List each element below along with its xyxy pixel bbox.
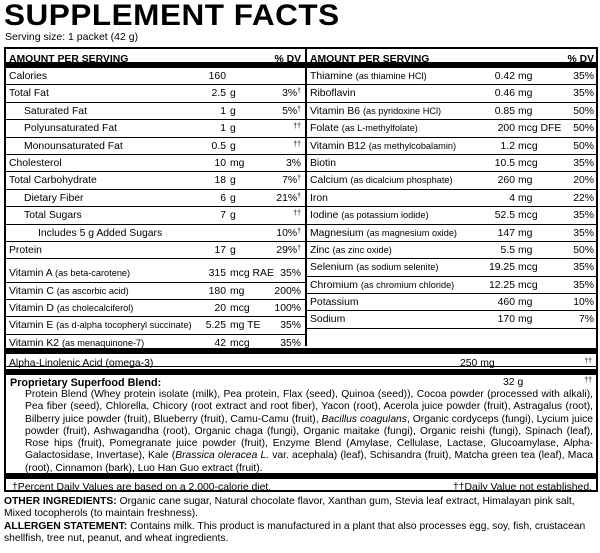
nutrient-name: Saturated Fat bbox=[24, 105, 87, 117]
nutrient-row bbox=[307, 103, 598, 120]
nutrient-amount: 170 bbox=[497, 314, 515, 326]
nutrient-note: (as thiamine HCl) bbox=[355, 71, 427, 81]
nutrient-unit: mg bbox=[518, 71, 533, 82]
nutrient-unit: g bbox=[230, 175, 236, 187]
nutrient-row bbox=[6, 68, 305, 85]
nutrient-amount: 5.25 bbox=[205, 320, 226, 332]
nutrient-row bbox=[307, 294, 598, 311]
nutrient-note: (as L-methylfolate) bbox=[341, 123, 418, 134]
nutrient-row bbox=[307, 259, 598, 276]
nutrient-row bbox=[307, 207, 598, 224]
nutrient-dv: 35% bbox=[573, 157, 594, 169]
nutrient-dv: 35% bbox=[573, 227, 594, 239]
nutrient-row bbox=[307, 85, 598, 102]
facts-panel bbox=[4, 47, 598, 492]
nutrient-row bbox=[307, 311, 598, 328]
allergen-statement bbox=[4, 521, 598, 546]
nutrient-name: Thiamine (as thiamine HCl) bbox=[310, 71, 427, 82]
nutrient-dv: 29%† bbox=[276, 244, 301, 256]
nutrient-note: (as d-alpha tocopheryl succinate) bbox=[56, 320, 192, 331]
nutrient-unit: mg bbox=[230, 285, 245, 297]
nutrient-name: Selenium (as sodium selenite) bbox=[310, 262, 439, 274]
nutrient-row bbox=[307, 225, 598, 242]
nutrient-amount: 160 bbox=[208, 71, 226, 82]
nutrient-amount: 1.2 bbox=[500, 140, 515, 152]
nutrient-dv: 3% bbox=[285, 157, 301, 169]
nutrient-dv: 20% bbox=[573, 175, 594, 187]
nutrient-amount: 315 bbox=[208, 268, 226, 280]
right-header-dv: % DV bbox=[567, 54, 594, 65]
nutrient-row bbox=[307, 120, 598, 137]
nutrient-amount: 10 bbox=[214, 157, 226, 169]
dv-dagger: † bbox=[297, 105, 301, 113]
nutrient-dv: 35% bbox=[280, 268, 301, 280]
allergen-text: Contains milk. This product is manufactured in a plant that also processes egg, soy, fish, crustacean shellfish, tree nut, peanut, and wheat ingredients. bbox=[4, 520, 586, 545]
nutrient-amount: 147 bbox=[497, 227, 515, 239]
nutrient-row bbox=[6, 242, 305, 259]
nutrient-name: Cholesterol bbox=[9, 157, 62, 169]
nutrient-dv: 3%† bbox=[282, 88, 301, 100]
nutrient-dv bbox=[293, 141, 301, 152]
nutrient-name: Polyunsaturated Fat bbox=[24, 123, 117, 135]
nutrient-dv: 200% bbox=[274, 285, 301, 297]
other-ingredients-text: Organic cane sugar, Natural chocolate flavor, Xanthan gum, Stevia leaf extract, Himalayan pink salt, Mixed tocopherols (to maintain freshness). bbox=[4, 496, 575, 520]
nutrient-name: Vitamin E (as d-alpha tocopheryl succinate) bbox=[9, 320, 192, 332]
nutrient-unit: g bbox=[230, 192, 236, 204]
nutrient-row bbox=[6, 85, 305, 102]
nutrient-dv: 7%† bbox=[282, 175, 301, 187]
nutrient-note: (as chromium chloride) bbox=[360, 279, 455, 290]
botanical-name: Brassica oleracea L. bbox=[175, 450, 270, 462]
nutrient-amount: 5.5 bbox=[500, 244, 515, 256]
nutrient-amount: 18 bbox=[214, 175, 226, 187]
nutrient-note: (as ascorbic acid) bbox=[56, 285, 129, 296]
nutrient-dv: 100% bbox=[274, 303, 301, 315]
nutrient-name: Calories bbox=[9, 71, 48, 82]
nutrient-dv: 35% bbox=[573, 279, 594, 291]
nutrient-amount: 0.42 bbox=[494, 71, 515, 82]
dv-dagger: † bbox=[297, 88, 301, 96]
nutrient-amount: 7 bbox=[220, 210, 226, 222]
nutrient-dv: 35% bbox=[573, 262, 594, 274]
nutrient-note: (as potassium iodide) bbox=[341, 210, 429, 221]
nutrient-row bbox=[6, 120, 305, 137]
alpha-dv: †† bbox=[584, 358, 592, 365]
nutrient-dv: 10%† bbox=[276, 227, 301, 239]
nutrient-amount: 1 bbox=[220, 105, 226, 117]
nutrient-note: (as beta-carotene) bbox=[55, 268, 131, 279]
nutrient-name: Monounsaturated Fat bbox=[24, 140, 123, 152]
nutrient-name: Vitamin B12 (as methylcobalamin) bbox=[310, 140, 457, 152]
blend-head bbox=[9, 377, 593, 389]
nutrient-note: (as magnesium oxide) bbox=[366, 227, 457, 238]
nutrient-unit: mcg bbox=[230, 337, 250, 349]
nutrient-amount: 0.46 bbox=[494, 88, 515, 100]
nutrient-name: Folate (as L-methylfolate) bbox=[310, 123, 418, 135]
nutrient-unit: mcg DFE bbox=[518, 123, 562, 135]
nutrient-unit: mcg bbox=[518, 262, 538, 274]
nutrient-unit: g bbox=[230, 105, 236, 117]
nutrient-row bbox=[307, 277, 598, 294]
serving-size: Serving size: 1 packet (42 g) bbox=[5, 31, 139, 43]
nutrient-unit: mcg bbox=[518, 157, 538, 169]
nutrient-row bbox=[6, 265, 305, 282]
proprietary-blend bbox=[6, 369, 596, 475]
nutrient-dv: 35% bbox=[573, 210, 594, 222]
nutrient-name: Vitamin C (as ascorbic acid) bbox=[9, 285, 129, 297]
nutrient-name: Vitamin D (as cholecalciferol) bbox=[9, 303, 134, 315]
nutrient-unit: mg bbox=[518, 192, 533, 204]
nutrient-unit: mcg bbox=[518, 140, 538, 152]
nutrient-note: (as methylcobalamin) bbox=[368, 140, 457, 151]
nutrient-amount: 17 bbox=[214, 244, 226, 256]
nutrient-note: (as pyridoxine HCl) bbox=[362, 105, 442, 116]
nutrient-amount: 19.25 bbox=[488, 262, 515, 274]
nutrient-row bbox=[307, 138, 598, 155]
label-title: SUPPLEMENT FACTS bbox=[4, 0, 340, 32]
nutrient-unit: mcg RAE bbox=[230, 268, 274, 280]
footnote-not-established: ††Daily Value not established. bbox=[452, 482, 592, 493]
nutrient-amount: 20 bbox=[214, 303, 226, 315]
nutrient-amount: 0.85 bbox=[494, 105, 515, 117]
nutrient-dv: 50% bbox=[573, 105, 594, 117]
nutrient-row bbox=[6, 283, 305, 300]
blend-dv: †† bbox=[584, 377, 592, 384]
left-header-dv: % DV bbox=[274, 54, 301, 65]
other-ingredients bbox=[4, 496, 598, 521]
nutrient-dv: 10% bbox=[573, 297, 594, 309]
blend-amount: 32 g bbox=[503, 377, 524, 388]
nutrient-row bbox=[6, 172, 305, 189]
nutrient-amount: 52.5 bbox=[494, 210, 515, 222]
nutrient-row bbox=[6, 207, 305, 224]
nutrient-unit: mg bbox=[518, 297, 533, 309]
footnotes bbox=[6, 473, 596, 494]
nutrient-name: Biotin bbox=[310, 157, 336, 169]
nutrient-name: Protein bbox=[9, 244, 42, 256]
nutrient-row bbox=[6, 225, 305, 242]
nutrient-row bbox=[307, 68, 598, 85]
nutrient-name: Iodine (as potassium iodide) bbox=[310, 210, 429, 222]
nutrient-dv: 7% bbox=[578, 314, 594, 326]
nutrient-name: Vitamin K2 (as menaquinone-7) bbox=[9, 337, 145, 349]
nutrient-name: Calcium (as dicalcium phosphate) bbox=[310, 175, 453, 187]
nutrient-dv: 50% bbox=[573, 140, 594, 152]
nutrient-name: Zinc (as zinc oxide) bbox=[310, 244, 392, 256]
nutrient-unit: mg bbox=[518, 227, 533, 239]
nutrient-dv: 35% bbox=[573, 71, 594, 82]
right-rows bbox=[307, 68, 598, 329]
right-column bbox=[307, 49, 598, 329]
dv-dagger: †† bbox=[293, 210, 301, 218]
nutrient-note: (as zinc oxide) bbox=[332, 244, 392, 255]
nutrient-row bbox=[307, 155, 598, 172]
left-header-amount: AMOUNT PER SERVING bbox=[9, 54, 129, 65]
nutrient-name: Potassium bbox=[310, 297, 359, 309]
left-header bbox=[6, 49, 305, 68]
botanical-name: Bacillus coagulans bbox=[321, 413, 407, 425]
nutrient-unit: g bbox=[230, 244, 236, 256]
dv-dagger: † bbox=[297, 192, 301, 200]
nutrient-name: Sodium bbox=[310, 314, 346, 326]
nutrient-row bbox=[307, 172, 598, 189]
footnote-dv: †Percent Daily Values are based on a 2,000-calorie diet. bbox=[12, 482, 272, 493]
nutrient-unit: mg bbox=[518, 105, 533, 117]
nutrient-amount: 460 bbox=[497, 297, 515, 309]
nutrient-row bbox=[6, 103, 305, 120]
nutrient-dv: 35% bbox=[573, 88, 594, 100]
alpha-amount: 250 mg bbox=[460, 358, 495, 369]
nutrient-dv bbox=[293, 123, 301, 134]
nutrient-amount: 0.5 bbox=[211, 140, 226, 152]
nutrient-unit: g bbox=[230, 123, 236, 135]
nutrient-amount: 6 bbox=[220, 192, 226, 204]
nutrient-amount: 4 bbox=[509, 192, 515, 204]
right-header-amount: AMOUNT PER SERVING bbox=[310, 54, 430, 65]
nutrient-row bbox=[6, 317, 305, 334]
dv-dagger: † bbox=[297, 175, 301, 183]
nutrient-unit: mg TE bbox=[230, 320, 261, 332]
nutrient-dv: 35% bbox=[280, 320, 301, 332]
nutrient-note: (as sodium selenite) bbox=[356, 262, 439, 273]
nutrient-dv: 50% bbox=[573, 123, 594, 135]
nutrient-row bbox=[6, 155, 305, 172]
right-header bbox=[307, 49, 598, 68]
nutrient-dv: 5%† bbox=[282, 105, 301, 117]
blend-title: Proprietary Superfood Blend: bbox=[10, 377, 162, 389]
nutrient-amount: 42 bbox=[214, 337, 226, 349]
nutrient-dv: 50% bbox=[573, 244, 594, 256]
ingredients-section bbox=[4, 496, 598, 546]
nutrient-note: (as menaquinone-7) bbox=[61, 337, 145, 348]
alpha-linolenic-row bbox=[6, 348, 596, 367]
left-rows bbox=[6, 68, 305, 352]
nutrient-dv bbox=[293, 210, 301, 221]
dv-dagger: †† bbox=[293, 140, 301, 148]
nutrient-amount: 200 bbox=[497, 123, 515, 135]
nutrient-name: Includes 5 g Added Sugars bbox=[38, 227, 163, 239]
nutrient-unit: mg bbox=[518, 175, 533, 187]
nutrient-name: Dietary Fiber bbox=[24, 192, 84, 204]
nutrient-unit: mg bbox=[518, 244, 533, 256]
nutrient-amount: 10.5 bbox=[494, 157, 515, 169]
nutrient-dv: 22% bbox=[573, 192, 594, 204]
nutrient-name: Chromium (as chromium chloride) bbox=[310, 279, 455, 291]
nutrient-unit: mcg bbox=[230, 303, 250, 315]
nutrient-unit: mcg bbox=[518, 210, 538, 222]
nutrient-name: Vitamin B6 (as pyridoxine HCl) bbox=[310, 105, 442, 117]
nutrient-dv: 35% bbox=[280, 337, 301, 349]
nutrient-name: Total Carbohydrate bbox=[9, 175, 97, 187]
nutrient-amount: 12.25 bbox=[488, 279, 515, 291]
nutrient-unit: g bbox=[230, 88, 236, 100]
nutrient-row bbox=[6, 300, 305, 317]
nutrient-amount: 1 bbox=[220, 123, 226, 135]
nutrient-dv: 21%† bbox=[276, 192, 301, 204]
nutrient-name: Iron bbox=[310, 192, 328, 204]
nutrient-amount: 260 bbox=[497, 175, 515, 187]
nutrient-unit: g bbox=[230, 140, 236, 152]
nutrient-note: (as dicalcium phosphate) bbox=[350, 175, 453, 186]
nutrient-unit: mg bbox=[230, 157, 245, 169]
nutrient-amount: 2.5 bbox=[211, 88, 226, 100]
nutrient-row bbox=[6, 138, 305, 155]
blend-ingredients: Protein Blend (Whey protein isolate (milk), Pea protein, Flax (seed), Quinoa (seed)), Cocoa powder (processed with alkali), Pea fiber (seed), Chlorella, Chicory (root extract and root fiber), Yacon (root), Acerola juice powder (fruit), Astragalus (root), Bilberry juice powder (fruit), Blueberry (fruit), Camu-Camu (fruit), Bacillus coagulans, Organic cordyceps (fungi), Lycium juice powder (fruit), Ashwagandha (root), Organic chaga (fungi), Organic maitake (fungi), Organic reishi (fungi), Spinach (leaf), Rose hips (fruit), Pomegranate juice powder (fruit), Enzyme Blend (Amylase, Cellulase, Lactase, Glucoamylase, Alpha-Galactosidase, Invertase), Kale (Brassica oleracea L. var. acephala) (leaf), Schisandra (fruit), Matcha green tea (leaf), Maca (root), Cinnamon (bark), Luo Han Guo extract (fruit). bbox=[25, 389, 593, 474]
nutrient-unit: mcg bbox=[518, 279, 538, 291]
other-ingredients-label: OTHER INGREDIENTS: bbox=[4, 496, 117, 507]
nutrient-amount: 180 bbox=[208, 285, 226, 297]
nutrient-name: Total Fat bbox=[9, 88, 49, 100]
nutrient-name: Total Sugars bbox=[24, 210, 82, 222]
nutrient-row bbox=[6, 190, 305, 207]
nutrient-name: Riboflavin bbox=[310, 88, 356, 100]
nutrient-row bbox=[307, 242, 598, 259]
alpha-name: Alpha-Linolenic Acid (omega-3) bbox=[9, 358, 154, 369]
nutrient-unit: mg bbox=[518, 314, 533, 326]
left-column bbox=[6, 49, 305, 352]
nutrient-name: Vitamin A (as beta-carotene) bbox=[9, 268, 131, 280]
nutrient-row bbox=[307, 190, 598, 207]
dv-dagger: † bbox=[297, 227, 301, 235]
nutrient-note: (as cholecalciferol) bbox=[56, 303, 134, 314]
allergen-label: ALLERGEN STATEMENT: bbox=[4, 520, 128, 532]
nutrient-name: Magnesium (as magnesium oxide) bbox=[310, 227, 457, 239]
nutrient-unit: mg bbox=[518, 88, 533, 100]
dv-dagger: † bbox=[297, 244, 301, 252]
nutrient-unit: g bbox=[230, 210, 236, 222]
dv-dagger: †† bbox=[293, 123, 301, 131]
